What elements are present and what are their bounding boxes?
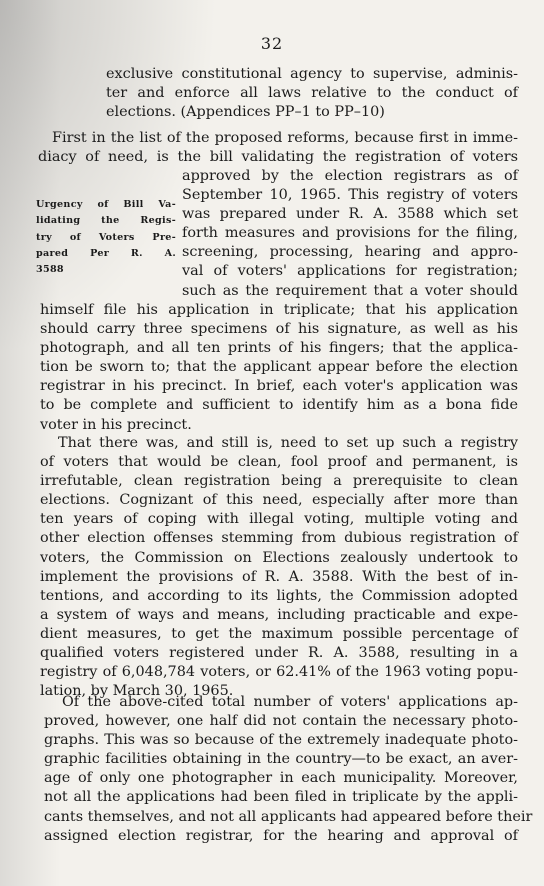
margin-sidenote bbox=[36, 197, 176, 278]
text-line: ten years of coping with illegal voting, multiple voting and bbox=[40, 511, 518, 528]
text-line: tentions, and according to its lights, the Commission adopted bbox=[40, 587, 518, 604]
text-line: was prepared under R. A. 3588 which set bbox=[182, 206, 518, 223]
text-line: implement the provisions of R. A. 3588. With the best of in- bbox=[40, 568, 518, 585]
text-line: diacy of need, is the bill validating the registration of voters bbox=[38, 149, 518, 166]
sidenote-line: pared Per R. A. bbox=[36, 247, 176, 259]
text-line: of voters that would be clean, fool proof and permanent, is bbox=[40, 454, 518, 471]
text-line: other election offenses stemming from dubious registration of bbox=[40, 530, 518, 547]
sidenote-line: try of Voters Pre- bbox=[36, 231, 176, 243]
paragraph-applications bbox=[44, 693, 533, 846]
text-line: such as the requirement that a voter should bbox=[182, 282, 518, 299]
sidenote-line: Urgency of Bill Va- bbox=[36, 199, 176, 210]
text-line: voters, the Commission on Elections zealously undertook to bbox=[40, 549, 518, 566]
text-line: cants themselves, and not all applicants had appeared before their bbox=[44, 808, 533, 825]
text-line: should carry three specimens of his signature, as well as his bbox=[40, 321, 518, 338]
text-line: Of the above-cited total number of voters' applications ap- bbox=[62, 694, 518, 710]
text-line: First in the list of the proposed reforms, because first in imme- bbox=[52, 130, 518, 146]
text-line: approved by the election registrars as of bbox=[182, 168, 518, 184]
text-line: elections. Cognizant of this need, especially after more than bbox=[40, 492, 518, 509]
paragraph-reforms-lead bbox=[38, 129, 518, 167]
text-line: graphs. This was so because of the extremely inadequate photo- bbox=[44, 732, 518, 749]
sidenote-line: lidating the Regis- bbox=[36, 215, 176, 227]
text-line: screening, processing, hearing and appro- bbox=[182, 244, 518, 261]
text-line: That there was, and still is, need to set up such a registry bbox=[58, 435, 518, 451]
paragraph-reforms-narrow bbox=[182, 167, 518, 301]
text-line: ter and enforce all laws relative to the conduct of bbox=[106, 85, 518, 102]
text-line: to be complete and sufficient to identify him as a bona fide bbox=[40, 397, 518, 414]
page-number: 32 bbox=[260, 34, 284, 53]
text-line: a system of ways and means, including practicable and expe- bbox=[40, 606, 518, 623]
paragraph-continuation bbox=[106, 65, 518, 122]
text-line: graphic facilities obtaining in the country—to be exact, an aver- bbox=[44, 751, 518, 768]
text-line: dient measures, to get the maximum possible percentage of bbox=[40, 625, 518, 642]
text-line: voter in his precinct. bbox=[40, 416, 192, 433]
text-line: exclusive constitutional agency to supervise, adminis- bbox=[106, 66, 518, 82]
paragraph-registry-need bbox=[40, 434, 518, 701]
text-line: elections. (Appendices PP–1 to PP–10) bbox=[106, 104, 385, 121]
text-line: assigned election registrar, for the hearing and approval of bbox=[44, 827, 518, 844]
text-line: himself file his application in triplicate; that his application bbox=[40, 302, 518, 318]
text-line: qualified voters registered under R. A. 3588, resulting in a bbox=[40, 645, 518, 662]
text-line: tion be sworn to; that the applicant appear before the election bbox=[40, 359, 518, 376]
text-line: not all the applications had been filed in triplicate by the appli- bbox=[44, 789, 518, 806]
text-line: registrar in his precinct. In brief, each voter's application was bbox=[40, 378, 518, 395]
text-line: photograph, and all ten prints of his fingers; that the applica- bbox=[40, 340, 518, 357]
paragraph-reforms-tail bbox=[40, 301, 518, 435]
text-line: age of only one photographer in each municipality. Moreover, bbox=[44, 770, 518, 787]
text-line: September 10, 1965. This registry of voters bbox=[182, 187, 518, 204]
text-line: proved, however, one half did not contain the necessary photo- bbox=[44, 713, 518, 730]
text-line: irrefutable, clean registration being a prerequisite to clean bbox=[40, 473, 518, 490]
text-line: val of voters' applications for registration; bbox=[182, 263, 518, 280]
text-line: registry of 6,048,784 voters, or 62.41% of the 1963 voting popu- bbox=[40, 664, 518, 681]
text-line: forth measures and provisions for the filing, bbox=[182, 225, 518, 242]
text-line: lation, by March 30, 1965. bbox=[40, 683, 234, 700]
sidenote-line: 3588 bbox=[36, 264, 64, 276]
